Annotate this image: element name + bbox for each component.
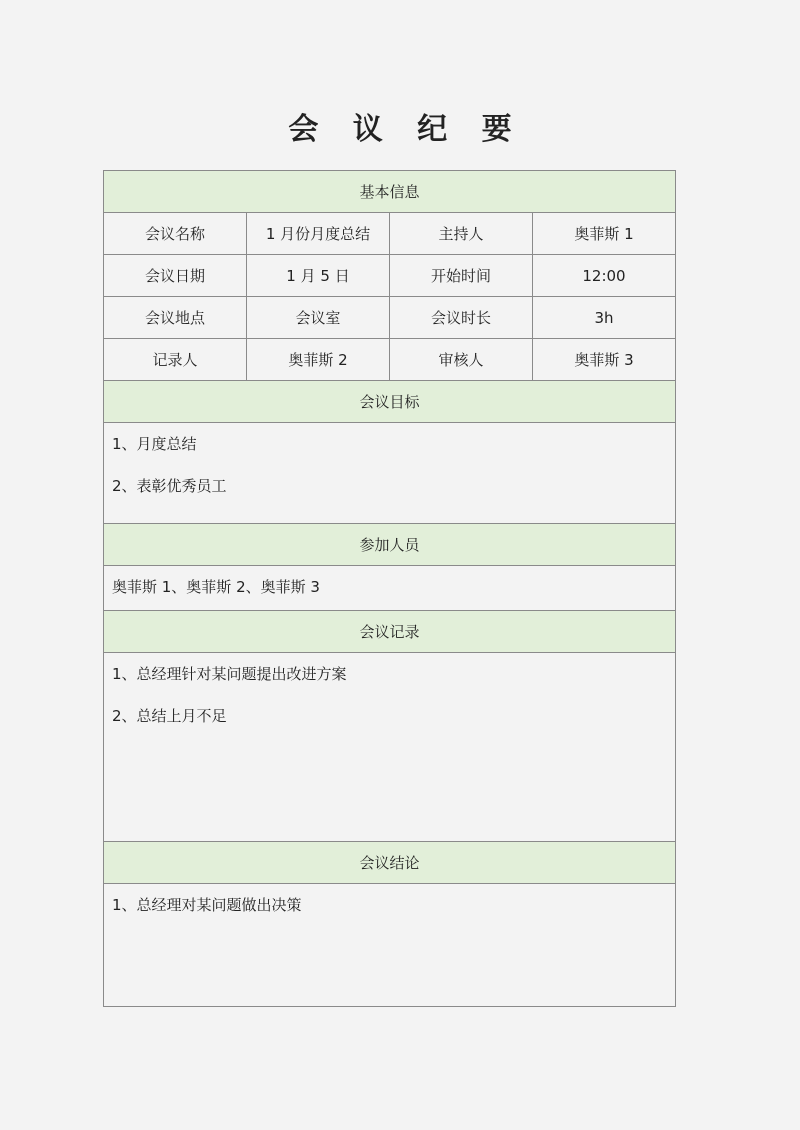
attendees-text: 奥菲斯 1、奥菲斯 2、奥菲斯 3 [112, 578, 320, 596]
attendees-heading: 参加人员 [104, 524, 676, 566]
label-host: 主持人 [390, 213, 533, 255]
label-meeting-name: 会议名称 [104, 213, 247, 255]
meeting-minutes-table [103, 170, 676, 1007]
attendees-header-row [104, 524, 676, 566]
records-content[interactable] [104, 653, 676, 842]
attendees-content[interactable] [104, 566, 676, 611]
conclusion-header-row [104, 842, 676, 884]
goals-header-row [104, 381, 676, 423]
label-meeting-location: 会议地点 [104, 297, 247, 339]
record-item: 2、总结上月不足 [112, 707, 227, 725]
records-heading: 会议记录 [104, 611, 676, 653]
goals-heading: 会议目标 [104, 381, 676, 423]
conclusion-heading: 会议结论 [104, 842, 676, 884]
records-body-row [104, 653, 676, 842]
conclusion-item: 1、总经理对某问题做出决策 [112, 896, 302, 914]
value-start-time[interactable]: 12:00 [533, 255, 676, 297]
basic-info-header-row [104, 171, 676, 213]
record-item: 1、总经理针对某问题提出改进方案 [112, 665, 347, 683]
goal-item: 1、月度总结 [112, 435, 197, 453]
value-host[interactable]: 奥菲斯 1 [533, 213, 676, 255]
value-reviewer[interactable]: 奥菲斯 3 [533, 339, 676, 381]
value-duration[interactable]: 3h [533, 297, 676, 339]
info-row-meeting-date [104, 255, 676, 297]
conclusion-body-row [104, 884, 676, 1007]
attendees-body-row [104, 566, 676, 611]
label-meeting-date: 会议日期 [104, 255, 247, 297]
basic-info-heading: 基本信息 [104, 171, 676, 213]
goal-item: 2、表彰优秀员工 [112, 477, 227, 495]
info-row-meeting-location [104, 297, 676, 339]
records-header-row [104, 611, 676, 653]
label-reviewer: 审核人 [390, 339, 533, 381]
label-duration: 会议时长 [390, 297, 533, 339]
label-start-time: 开始时间 [390, 255, 533, 297]
goals-content[interactable] [104, 423, 676, 524]
document-title: 会 议 纪 要 [288, 112, 524, 147]
value-meeting-name[interactable]: 1 月份月度总结 [247, 213, 390, 255]
label-recorder: 记录人 [104, 339, 247, 381]
info-row-meeting-name [104, 213, 676, 255]
info-row-recorder [104, 339, 676, 381]
value-meeting-location[interactable]: 会议室 [247, 297, 390, 339]
value-meeting-date[interactable]: 1 月 5 日 [247, 255, 390, 297]
value-recorder[interactable]: 奥菲斯 2 [247, 339, 390, 381]
goals-body-row [104, 423, 676, 524]
conclusion-content[interactable] [104, 884, 676, 1007]
